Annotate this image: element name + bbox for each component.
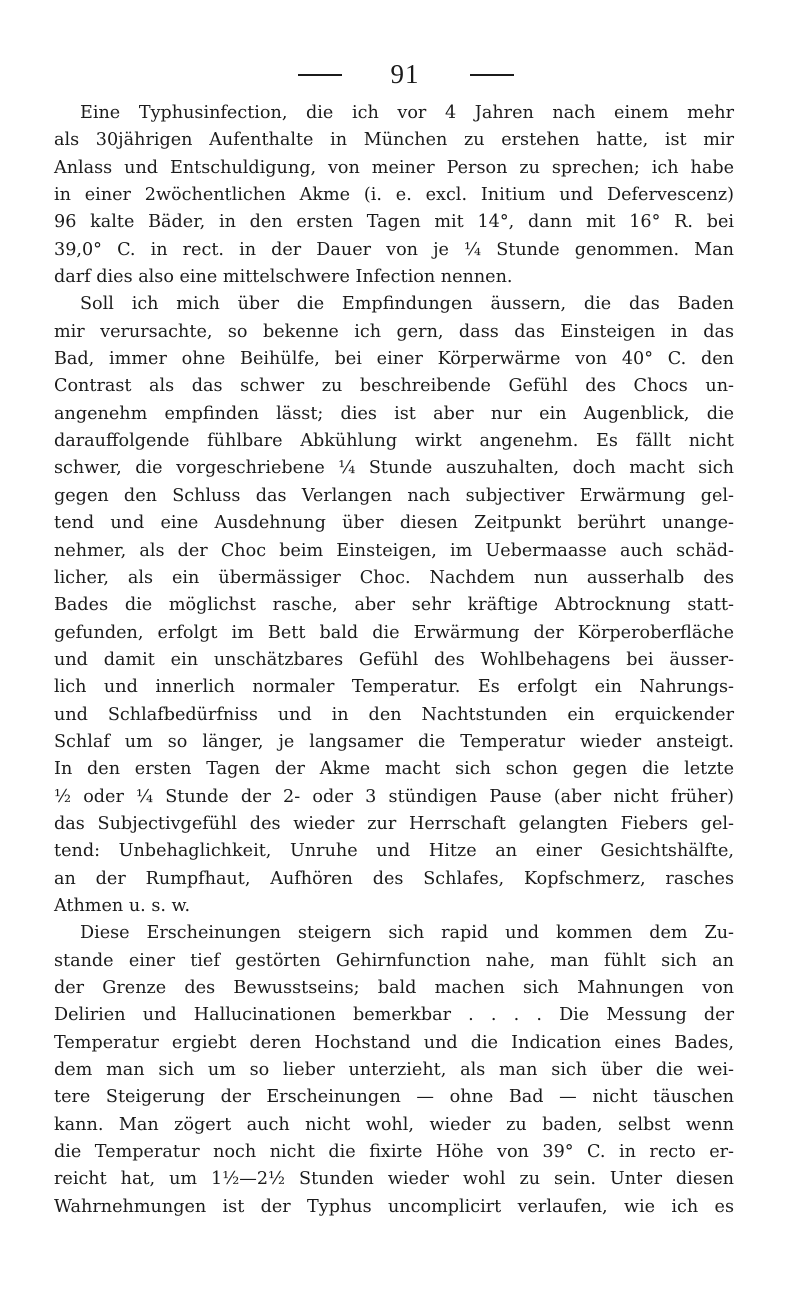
text-line: tere Steigerung der Erscheinungen — ohne Bad — nicht täuschen [54,1087,734,1108]
text-line: Temperatur ergiebt deren Hochstand und die Indication eines Bades, [54,1032,734,1053]
page-header [0,57,801,91]
paragraph [54,291,734,920]
text-line: schwer, die vorgeschriebene ¼ Stunde auszuhalten, doch macht sich [54,458,734,479]
text-line: tend: Unbehaglichkeit, Unruhe und Hitze an einer Gesichtshälfte, [54,841,734,862]
header-rule-right [470,74,514,76]
text-line: Delirien und Hallucinationen bemerkbar . . . . Die Messung der [54,1005,734,1026]
text-line: kann. Man zögert auch nicht wohl, wieder zu baden, selbst wenn [54,1114,734,1135]
text-line: Bades die möglichst rasche, aber sehr kräftige Abtrocknung statt- [54,595,734,616]
page-number: 91 [390,59,420,89]
text-line: die Temperatur noch nicht die fixirte Höhe von 39° C. in recto er- [54,1142,734,1163]
text-line: licher, als ein übermässiger Choc. Nachdem nun ausserhalb des [54,567,734,588]
text-line: Soll ich mich über die Empfindungen äussern, die das Baden [80,294,734,315]
text-line: reicht hat, um 1½—2½ Stunden wieder wohl zu sein. Unter diesen [54,1169,734,1190]
text-line: Bad, immer ohne Beihülfe, bei einer Körperwärme von 40° C. den [54,349,734,370]
text-line: dem man sich um so lieber unterzieht, als man sich über die wei- [54,1060,734,1081]
text-line: darf dies also eine mittelschwere Infection nennen. [54,267,513,288]
text-line: Wahrnehmungen ist der Typhus uncomplicirt verlaufen, wie ich es [54,1196,734,1217]
text-line: In den ersten Tagen der Akme macht sich schon gegen die letzte [54,759,734,780]
text-line: der Grenze des Bewusstseins; bald machen sich Mahnungen von [54,978,734,998]
text-line: 96 kalte Bäder, in den ersten Tagen mit 14°, dann mit 16° R. bei [54,212,734,233]
text-line: Schlaf um so länger, je langsamer die Temperatur wieder ansteigt. [54,731,734,752]
text-line: angenehm empfinden lässt; dies ist aber nur ein Augenblick, die [54,403,734,424]
text-line: als 30jährigen Aufenthalte in München zu erstehen hatte, ist mir [54,130,734,151]
text-line: mir verursachte, so bekenne ich gern, dass das Einsteigen in das [54,321,734,342]
text-line: lich und innerlich normaler Temperatur. Es erfolgt ein Nahrungs- [54,677,734,698]
text-line: und Schlafbedürfniss und in den Nachtstunden ein erquickender [54,704,734,725]
text-line: tend und eine Ausdehnung über diesen Zeitpunkt berührt unange- [54,513,734,534]
text-line: Diese Erscheinungen steigern sich rapid und kommen dem Zu- [80,923,734,944]
text-line: und damit ein unschätzbares Gefühl des Wohlbehagens bei äusser- [54,649,734,670]
text-line: Eine Typhusinfection, die ich vor 4 Jahren nach einem mehr [80,103,734,123]
text-line: gegen den Schluss das Verlangen nach subjectiver Erwärmung gel- [54,485,734,506]
paragraph [54,100,734,291]
text-line: gefunden, erfolgt im Bett bald die Erwärmung der Körperoberfläche [54,622,734,643]
text-line: Anlass und Entschuldigung, von meiner Person zu sprechen; ich habe [54,157,734,178]
header-rule-left [298,74,342,76]
text-line: 39,0° C. in rect. in der Dauer von je ¼ Stunde genommen. Man [54,239,734,260]
text-line: Contrast als das schwer zu beschreibende Gefühl des Chocs un- [54,376,734,397]
text-line: Athmen u. s. w. [54,895,191,916]
text-line: das Subjectivgefühl des wieder zur Herrschaft gelangten Fiebers gel- [54,813,734,834]
text-line: stande einer tief gestörten Gehirnfunction nahe, man fühlt sich an [54,950,734,971]
paragraph [54,920,734,1221]
text-line: darauffolgende fühlbare Abkühlung wirkt angenehm. Es fällt nicht [54,431,734,452]
body-text [54,100,734,1221]
text-line: ½ oder ¼ Stunde der 2- oder 3 stündigen Pause (aber nicht früher) [54,786,734,807]
text-line: nehmer, als der Choc beim Einsteigen, im Uebermaasse auch schäd- [54,540,734,561]
text-line: in einer 2wöchentlichen Akme (i. e. excl. Initium und Defervescenz) [54,185,734,206]
text-line: an der Rumpfhaut, Aufhören des Schlafes, Kopfschmerz, rasches [54,868,734,889]
